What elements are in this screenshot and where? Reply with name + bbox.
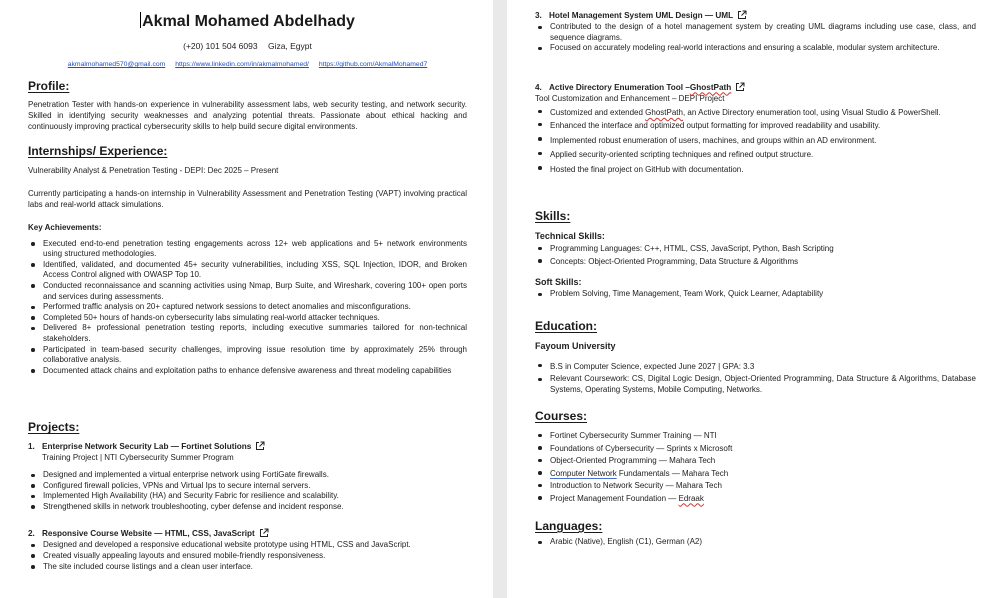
profile-heading: Profile: xyxy=(28,79,70,93)
list-item: Participated in team-based security challenges, improving issue resolution time by approximately 25% through collaborative analysis. xyxy=(28,345,467,366)
projects-heading: Projects: xyxy=(28,420,80,434)
courses-heading: Courses: xyxy=(535,409,588,423)
profile-section xyxy=(28,79,467,133)
external-link-icon[interactable] xyxy=(255,441,265,451)
list-item: Completed 50+ hours of hands-on cybersecurity labs simulating real-world attacker techniques. xyxy=(28,313,467,324)
list-item: Object-Oriented Programming — Mahara Tech xyxy=(535,455,976,468)
project-2-bullets xyxy=(28,540,467,572)
list-item: Contributed to the design of a hotel management system by creating UML diagrams including use case, class, and sequence diagrams. xyxy=(535,22,976,43)
project-1-bullets xyxy=(28,470,467,512)
email-link[interactable]: akmalmohamed570@gmail.com xyxy=(67,61,166,68)
education-list xyxy=(535,360,976,395)
achievements-heading: Key Achievements: xyxy=(28,222,102,232)
external-link-icon[interactable] xyxy=(735,82,745,92)
external-link-icon[interactable] xyxy=(259,528,269,538)
location: Giza, Egypt xyxy=(267,41,312,51)
list-item: Fortinet Cybersecurity Summer Training — NTI xyxy=(535,430,976,443)
education-heading: Education: xyxy=(535,319,597,333)
soft-skills-list xyxy=(535,289,976,300)
list-item: Project Management Foundation — Edraak xyxy=(535,493,976,506)
contact-line xyxy=(28,41,467,51)
resume-page-right xyxy=(507,0,1000,598)
phone-number: (+20) 101 504 6093 xyxy=(183,41,258,51)
linkedin-link[interactable]: https://www.linkedin.com/in/akmalmohamed/ xyxy=(175,61,309,68)
project-3 xyxy=(535,10,976,54)
list-item: Enhanced the interface and optimized output formatting for improved readability and usability. xyxy=(535,119,976,134)
university-name: Fayoum University xyxy=(535,341,616,351)
list-item: Designed and developed a responsive educational website prototype using HTML, CSS and JavaScript. xyxy=(28,540,467,551)
list-item: Introduction to Network Security — Mahara Tech xyxy=(535,480,976,493)
list-item: Strengthened skills in network troubleshooting, cyber defense and incident response. xyxy=(28,502,467,513)
list-item: Programming Languages: C++, HTML, CSS, JavaScript, Python, Bash Scripting xyxy=(535,243,976,256)
list-item: Foundations of Cybersecurity — Sprints x Microsoft xyxy=(535,443,976,456)
project-1-title: 1. Enterprise Network Security Lab — Fortinet Solutions xyxy=(28,441,467,451)
external-link-icon[interactable] xyxy=(737,10,747,20)
project-1-subtitle: Training Project | NTI Cybersecurity Summer Program xyxy=(42,453,234,462)
project-4-subtitle: Tool Customization and Enhancement – DEPI Project xyxy=(535,94,725,103)
list-item: Concepts: Object-Oriented Programming, Data Structure & Algorithms xyxy=(535,256,976,269)
project-4 xyxy=(535,82,976,177)
project-2-title: 2. Responsive Course Website — HTML, CSS, JavaScript xyxy=(28,528,467,538)
soft-skills-heading: Soft Skills: xyxy=(535,277,582,287)
courses-section xyxy=(535,409,976,505)
list-item: The site included course listings and a clean user interface. xyxy=(28,562,467,573)
languages-list xyxy=(535,537,976,548)
links-line xyxy=(28,61,467,68)
list-item: Focused on accurately modeling real-world interactions and ensuring a scalable, modular system architecture. xyxy=(535,43,976,54)
achievements-list xyxy=(28,239,467,377)
list-item: Applied security-oriented scripting techniques and refined output structure. xyxy=(535,148,976,163)
courses-list xyxy=(535,430,976,505)
list-item: Computer Network Fundamentals — Mahara Tech xyxy=(535,468,976,481)
list-item: Customized and extended GhostPath, an Active Directory enumeration tool, using Visual Studio & PowerShell. xyxy=(535,106,976,119)
list-item: Created visually appealing layouts and ensured mobile-friendly responsiveness. xyxy=(28,551,467,562)
profile-text: Penetration Tester with hands-on experience in vulnerability assessment labs, web security testing, and network security. Skilled in identifying security weaknesses and analyzing potential threats. Passionate about ethical hacking and continuously improving practical cybersecurity skills to help build secure digital environments. xyxy=(28,100,467,132)
projects-section xyxy=(28,420,467,572)
education-section xyxy=(535,319,976,395)
technical-skills-heading: Technical Skills: xyxy=(535,231,605,241)
languages-heading: Languages: xyxy=(535,519,603,533)
list-item: Performed traffic analysis on 20+ captured network sessions to detect anomalies and misconfigurations. xyxy=(28,302,467,313)
list-item: Delivered 8+ professional penetration testing reports, including executive summaries tailored for non-technical stakeholders. xyxy=(28,323,467,344)
list-item: Arabic (Native), English (C1), German (A2) xyxy=(535,537,976,548)
list-item: Conducted reconnaissance and scanning activities using Nmap, Burp Suite, and Wireshark, covering 100+ open ports and services during assessments. xyxy=(28,281,467,302)
list-item: Problem Solving, Time Management, Team Work, Quick Learner, Adaptability xyxy=(535,289,976,300)
list-item: Identified, validated, and documented 45+ security vulnerabilities, including XSS, SQL Injection, IDOR, and Broken Access Control aligned with OWASP Top 10. xyxy=(28,260,467,281)
list-item: Implemented High Availability (HA) and Security Fabric for resilience and scalability. xyxy=(28,491,467,502)
project-4-title: 4. Active Directory Enumeration Tool – GhostPath xyxy=(535,82,976,92)
project-3-title: 3. Hotel Management System UML Design — UML xyxy=(535,10,976,20)
list-item: Executed end-to-end penetration testing engagements across 12+ web applications and 5+ network environments using structured methodologies. xyxy=(28,239,467,260)
text-cursor xyxy=(140,12,141,28)
experience-summary: Currently participating a hands-on internship in Vulnerability Assessment and Penetration Testing (VAPT) involving practical labs and real-world attack simulations. xyxy=(28,189,467,210)
skills-section xyxy=(535,209,976,300)
list-item: B.S in Computer Science, expected June 2027 | GPA: 3.3 xyxy=(535,360,976,374)
list-item: Designed and implemented a virtual enterprise network using FortiGate firewalls. xyxy=(28,470,467,481)
experience-section xyxy=(28,144,467,376)
languages-section xyxy=(535,519,976,548)
list-item: Hosted the final project on GitHub with documentation. xyxy=(535,163,976,178)
project-4-bullets xyxy=(535,106,976,177)
experience-role: Vulnerability Analyst & Penetration Testing - DEPI: Dec 2025 – Present xyxy=(28,166,279,175)
github-link[interactable]: https://github.com/AkmalMohamed7 xyxy=(318,61,428,68)
applicant-name: Akmal Mohamed Abdelhady xyxy=(142,13,355,30)
technical-skills-list xyxy=(535,243,976,268)
list-item: Documented attack chains and exploitation paths to enhance defensive awareness and threat modeling capabilities xyxy=(28,366,467,377)
list-item: Implemented robust enumeration of users, machines, and groups within an AD environment. xyxy=(535,134,976,149)
resume-page-left xyxy=(0,0,493,598)
project-3-bullets xyxy=(535,22,976,54)
project-1 xyxy=(28,441,467,512)
list-item: Relevant Coursework: CS, Digital Logic Design, Object-Oriented Programming, Data Structure & Algorithms, Database Systems, Operating Systems, Mobile Computing, Networks. xyxy=(535,374,976,395)
project-2 xyxy=(28,528,467,572)
skills-heading: Skills: xyxy=(535,209,571,223)
experience-heading: Internships/ Experience: xyxy=(28,144,168,158)
list-item: Configured firewall policies, VPNs and Virtual Ips to secure internal servers. xyxy=(28,481,467,492)
